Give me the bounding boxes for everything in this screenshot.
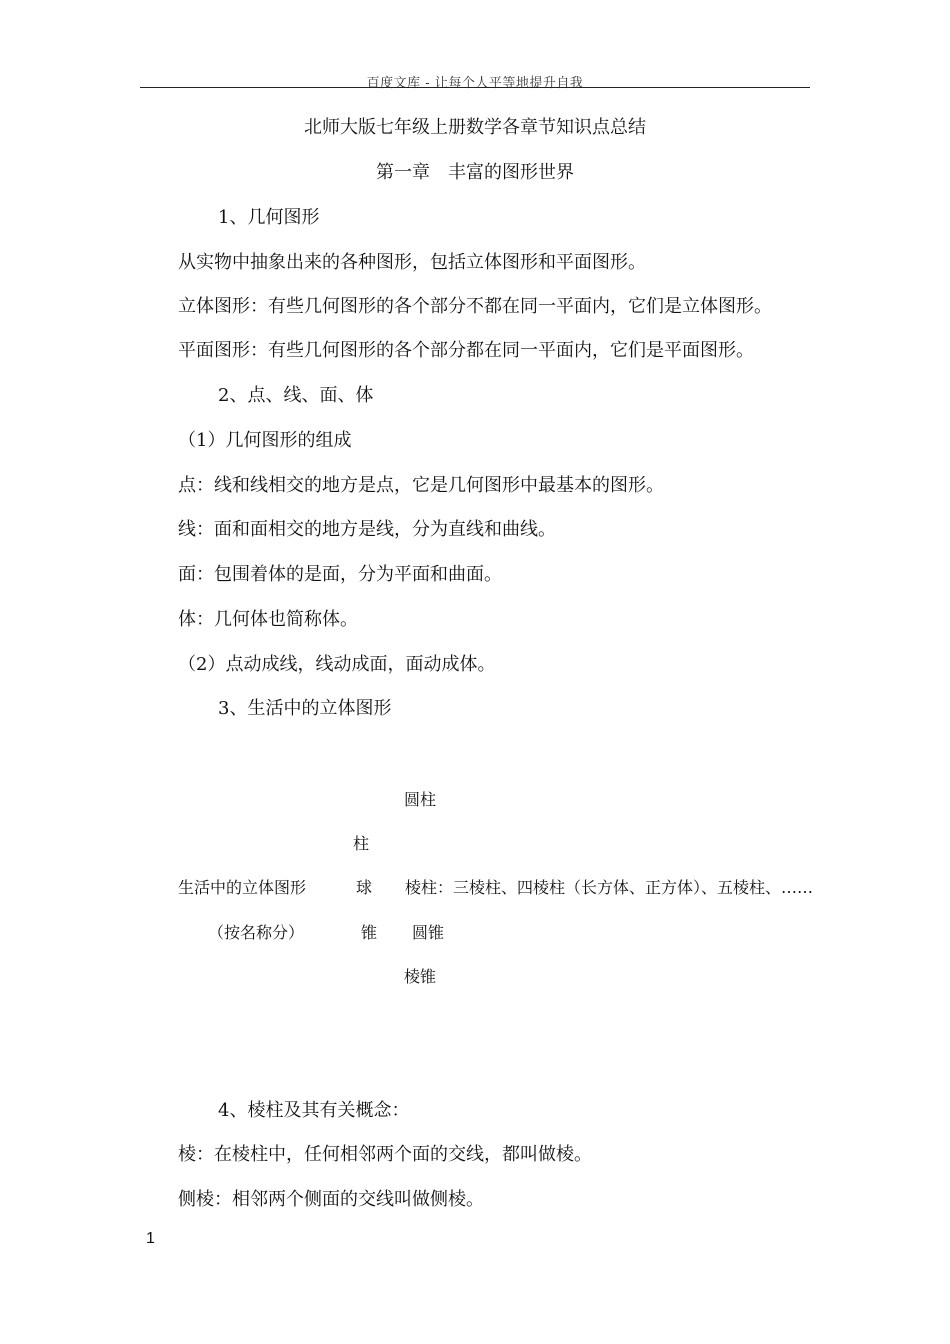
label-pillar: 柱	[353, 834, 370, 853]
label-pyramid: 棱锥	[404, 967, 437, 986]
definition-side-edge: 侧棱：相邻两个侧面的交线叫做侧棱。	[178, 1189, 484, 1210]
section-1-paragraph-1: 从实物中抽象出来的各种图形，包括立体图形和平面图形。	[178, 252, 646, 273]
label-cylinder: 圆柱	[404, 790, 437, 809]
section-1-paragraph-3: 平面图形：有些几何图形的各个部分都在同一平面内，它们是平面图形。	[178, 340, 754, 361]
document-title: 北师大版七年级上册数学各章节知识点总结	[304, 117, 646, 138]
definition-point: 点：线和线相交的地方是点，它是几何图形中最基本的图形。	[178, 475, 664, 496]
label-sphere: 球	[356, 878, 373, 897]
header-rule	[140, 87, 810, 88]
classification-root-note: （按名称分）	[208, 923, 305, 942]
page-header: 百度文库 - 让每个人平等地提升自我	[366, 76, 584, 91]
section-2-heading: 2、点、线、面、体	[218, 385, 374, 406]
section-1-paragraph-2: 立体图形：有些几何图形的各个部分不都在同一平面内，它们是立体图形。	[178, 296, 772, 317]
section-1-heading: 1、几何图形	[218, 207, 320, 228]
definition-face: 面：包围着体的是面，分为平面和曲面。	[178, 564, 502, 585]
definition-edge: 棱：在棱柱中，任何相邻两个面的交线，都叫做棱。	[178, 1144, 592, 1165]
section-3-heading: 3、生活中的立体图形	[218, 698, 392, 719]
classification-root: 生活中的立体图形	[178, 878, 307, 897]
label-prism: 棱柱：三棱柱、四棱柱（长方体、正方体）、五棱柱、……	[405, 878, 814, 897]
label-cone: 锥	[361, 923, 378, 942]
section-4-heading: 4、棱柱及其有关概念：	[218, 1100, 410, 1121]
chapter-title: 第一章 丰富的图形世界	[376, 162, 574, 183]
section-2-subheading-1: （1）几何图形的组成	[178, 430, 352, 451]
page-number: 1	[146, 1230, 155, 1247]
definition-line: 线：面和面相交的地方是线，分为直线和曲线。	[178, 519, 556, 540]
label-circular-cone: 圆锥	[412, 923, 445, 942]
solid-figure-classification	[0, 780, 950, 1000]
section-2-subheading-2: （2）点动成线，线动成面，面动成体。	[178, 654, 496, 675]
definition-body: 体：几何体也简称体。	[178, 609, 358, 630]
